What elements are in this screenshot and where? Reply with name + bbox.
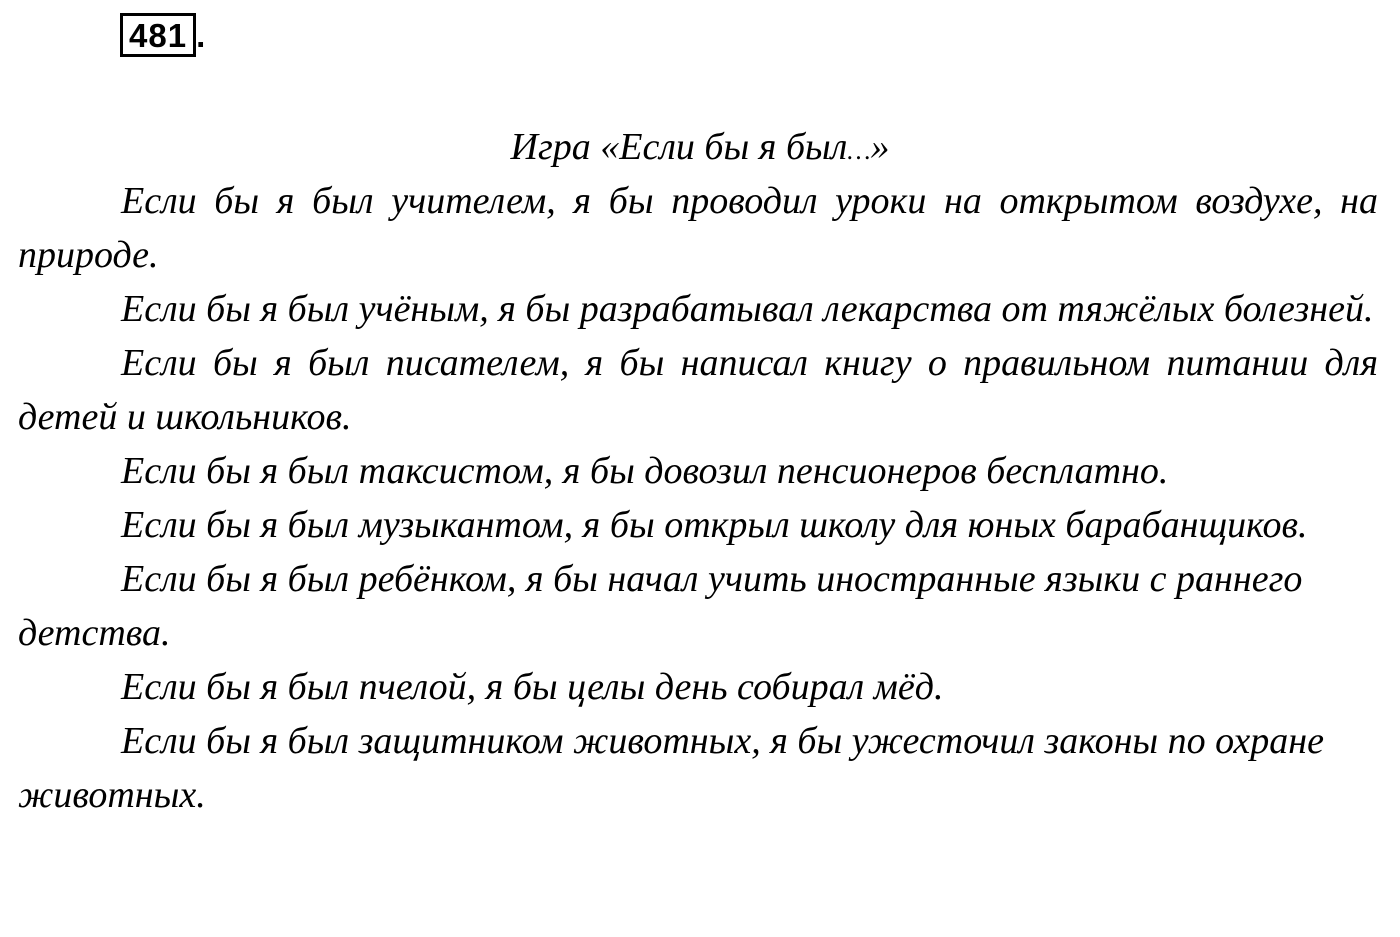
paragraph-writer: Если бы я был писателем, я бы написал книгу о правильном питании для детей и школьников. bbox=[18, 342, 1378, 438]
paragraph-animal-defender: Если бы я был защитником животных, я бы ужесточил законы по охране животных. bbox=[18, 720, 1324, 816]
exercise-label bbox=[120, 13, 205, 57]
paragraph-child: Если бы я был ребёнком, я бы начал учить иностранные языки с раннего детства. bbox=[18, 558, 1303, 654]
exercise-number: 481 bbox=[120, 13, 196, 57]
title-ellipsis: … bbox=[847, 136, 871, 165]
paragraph-musician: Если бы я был музыкантом, я бы открыл школу для юных барабанщиков. bbox=[121, 504, 1308, 546]
paragraph-taxi-driver: Если бы я был таксистом, я бы довозил пенсионеров бесплатно. bbox=[121, 450, 1169, 492]
text-body bbox=[18, 174, 1378, 822]
exercise-number-dot: . bbox=[196, 17, 206, 54]
paragraph-teacher: Если бы я был учителем, я бы проводил уроки на открытом воздухе, на природе. bbox=[18, 180, 1378, 276]
paragraph-scientist: Если бы я был учёным, я бы разрабатывал лекарства от тяжёлых болезней. bbox=[121, 288, 1374, 330]
title-main: Игра «Если бы я был bbox=[510, 126, 848, 168]
text-title bbox=[0, 125, 1400, 171]
paragraph-bee: Если бы я был пчелой, я бы целы день собирал мёд. bbox=[121, 666, 944, 708]
title-close-quote: » bbox=[870, 126, 890, 168]
